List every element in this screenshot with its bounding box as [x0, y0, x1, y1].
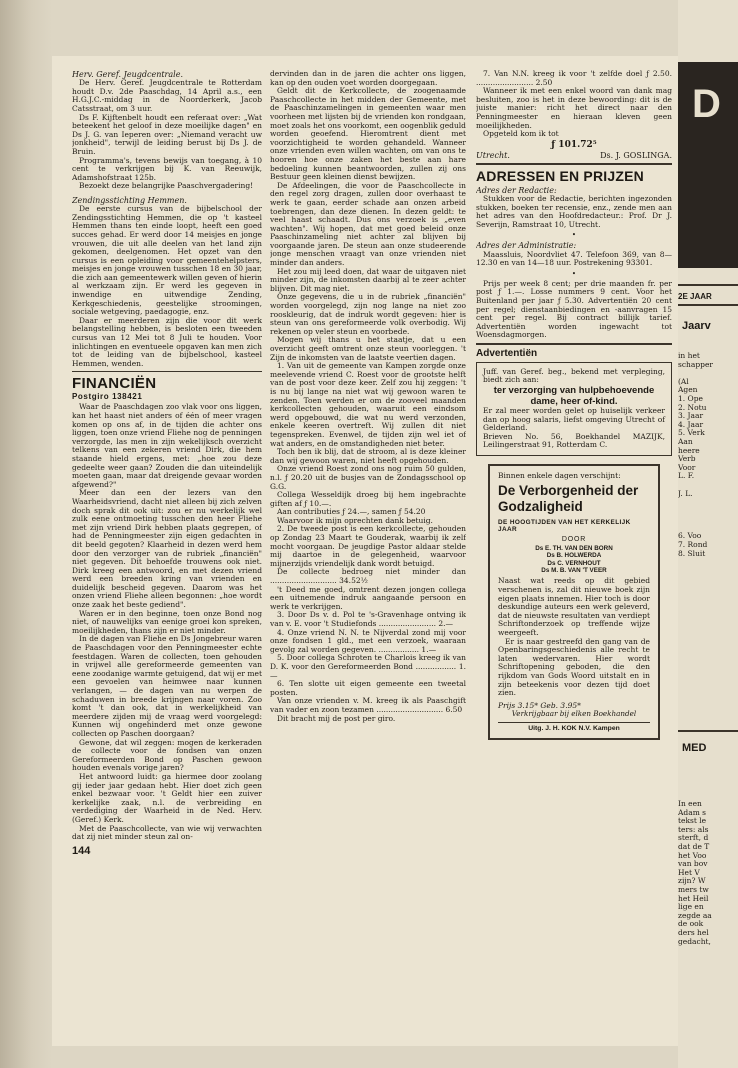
divider	[72, 371, 262, 372]
paragraph: dervinden dan in de jaren die achter ons liggen, kan op den ouden voet worden doorgegaan.	[270, 70, 466, 87]
column-1	[72, 70, 262, 1035]
text-fragment: 7. Rond	[678, 540, 708, 550]
paragraph: Van onze vrienden v. M. kreeg ik als Paaschgift van vader en zoon tezamen ............................ 6.50	[270, 696, 466, 714]
text-fragment: 2. Notu	[678, 402, 707, 412]
text-fragment	[678, 498, 713, 507]
signature-row	[476, 151, 672, 160]
section-title-financien: FINANCIËN	[72, 375, 157, 393]
text-fragment: Het V	[678, 867, 700, 877]
text-fragment: 1. Ope	[678, 393, 703, 403]
text-fragment: (Al	[678, 376, 689, 386]
divider	[678, 284, 738, 286]
separator-star: •	[571, 231, 577, 240]
paragraph: Onze vriend Roest zond ons nog ruim 50 gulden, n.l. ƒ 20.20 uit de busjes van de Zondagsschool op G.G.	[270, 464, 466, 491]
redactie-heading: Adres der Redactie:	[476, 185, 557, 195]
publisher: Uitg. J. H. KOK N.V. Kampen	[498, 722, 650, 732]
text-fragment: heere	[678, 445, 700, 455]
signature-name: Ds. J. GOSLINGA.	[600, 150, 672, 160]
paragraph: Prijs per week 8 cent; per drie maanden fr. per post ƒ 1.—. Losse nummers 9 cent. Voor het Buitenland per jaar ƒ 5.30. Advertentiën 20 cent per regel; dienstaanbiedingen en -aanvragen 15 cent per regel. Bij contract billijk tarief. Advertentiën worden ingewacht tot Woensdagmorgen.	[476, 278, 672, 340]
text-fragment: schapper	[678, 359, 713, 369]
paragraph: Aan contributies ƒ 24.—, samen ƒ 54.20	[277, 507, 426, 517]
paragraph: Mogen wij thans u het staatje, dat u een overzicht geeft omtrent onze steun voorleggen. 't Zijn de inkomsten van de laatste veertien dagen.	[270, 335, 466, 362]
advertisement-verzorging	[476, 362, 672, 456]
paragraph: Het zou mij leed doen, dat waar de uitgaven niet minder zijn, de inkomsten daarbij al te zeer achter blijven. Dit mag niet.	[270, 266, 466, 293]
section-title-jeugdcentrale: Herv. Geref. Jeugdcentrale.	[72, 70, 183, 79]
administratie-heading: Adres der Administratie:	[476, 241, 577, 251]
book-title: De Verborgenheid der Godzaligheid	[498, 482, 639, 514]
paragraph: 2. De tweede post is een kerkcollecte, gehouden op Zondag 23 Maart te Gouderak, waarbij ik zelf mocht voorgaan. De jeugdige Pastor aldaar stelde mij daartoe in de gelegenheid, waarvoor mijnerzijds vriendelijk dank wordt betuigd.	[270, 524, 466, 568]
publisher-note: Verkrijgbaar bij elken Boekhandel	[511, 708, 637, 718]
text-fragment: dat de T	[678, 841, 710, 851]
text-fragment: ters: als	[678, 824, 709, 834]
text-fragment: zegde aa	[678, 910, 712, 920]
column-3	[476, 70, 672, 1035]
ad-contact: Brieven No. 56, Boekhandel MAZIJK, Leilingerstraat 91, Rotterdam C.	[483, 431, 665, 450]
paragraph: 6. Ten slotte uit eigen gemeente een tweetal posten.	[270, 679, 466, 697]
book-subtitle: DE HOOGTIJDEN VAN HET KERKELIJK JAAR	[498, 518, 631, 534]
ad-text: Er zal meer worden gelet op huiselijk verkeer dan op hoog salaris, liefst omgeving Utrecht of Gelderland.	[483, 406, 665, 433]
text-fragment: 8. Sluit	[678, 548, 706, 558]
paragraph: Ds F. Kijftenbelt houdt een referaat over: „Wat beteekent het geloof in deze moeilijke dagen" en Ds J. G. van Ieperen over: „Niemand veracht uw jonkheid", terwijl de leiding berust bij Ds J. de Bruin.	[72, 112, 262, 156]
ad-text: Er is naar gestreefd den gang van de Openbaringsgeschiedenis alle recht te laten wedervaren. Hier wordt Schriftopening geboden, die den rijkdom van Gods Woord uitstalt en in zijn beteekenis voor dezen tijd doet zien.	[498, 636, 650, 698]
paragraph: Opgeteld kom ik tot	[483, 129, 559, 139]
paragraph: Onze gegevens, die u in de rubriek „financiën" worden voorgelegd, zijn nog lange na niet zoo rooskleurig, dat de indruk wordt gegeven: hier is steun van ons gereformeerde volk overbodig. Wij rekenen op veler steun en voorbede.	[270, 292, 466, 336]
book-author: Ds M. B. VAN 'T VEER	[541, 567, 607, 575]
column-2	[270, 70, 466, 1035]
text-fragment: gedacht,	[678, 936, 711, 946]
total-amount: ƒ 101.72⁵	[551, 139, 597, 150]
paragraph: De Afdeelingen, die voor de Paaschcollecte in den regel zorg dragen, zullen door overhaast te werk te gaan, eerder schade aan onzen arbeid toebrengen, dan deze dienen. In dezen geldt: te veel haast schaadt. Dus ons verzoek is „even wachten". Wij hopen, dat met goed beleid onze Paaschinzameling niet achter zal blijven bij voorgaande jaren. De steun aan onze studeerende jonge menschen vraagt van onze vrienden niet minder dan anders.	[270, 180, 466, 268]
ad-headline: ter verzorging van hulpbehoevende dame, heer of-kind.	[493, 385, 655, 408]
ad-intro: Binnen enkele dagen verschijnt:	[498, 471, 621, 481]
text-fragment: 6. Voo	[678, 531, 702, 541]
newspaper-page	[52, 56, 678, 1046]
paragraph: 1. Van uit de gemeente van Kampen zorgde onze meelevende vriend C. Roest voor de grootste helft van de post voor deze keer. Zelf zou hij zeggen: 't is nu bij lange na niet wat wij gewoon waren te zenden. Toen werden er om de zooveel maanden kerkcollecten gehouden, waaruit een eindsom werd opgebouwd, die wat nu werd verzonden, enkele keeren overtreft. Wij zullen dit niet tegenspreken. Evenwel, de tijden zijn wel iet of wat anders, en de omstandigheden niet beter.	[270, 361, 466, 448]
paragraph: De Herv. Geref. Jeugdcentrale te Rotterdam houdt D.v. 2de Paaschdag, 14 April a.s., een H.G.J.C.-middag in de Noorderkerk, Jacob Catsstraat, om 3 uur.	[72, 78, 262, 113]
text-fragment: zijn? W	[678, 876, 706, 886]
text-fragment: van bov	[678, 859, 708, 869]
separator-star: •	[571, 269, 577, 278]
text-fragment: Agen	[678, 385, 698, 395]
paragraph: Daar er meerderen zijn die voor dit werk belangstelling hebben, is besloten een tweeden cursus van 12 Mei tot 8 Juli te houden. Voor inlichtingen en eventueele opgaven kan men zich tot de leiding van de bijbelschool, kasteel Hemmen, wenden.	[72, 315, 262, 368]
ad-intro: Juff. van Geref. beg., bekend met verpleging, biedt zich aan:	[483, 366, 665, 385]
text-fragment: Verb	[678, 454, 696, 464]
paragraph: Bezoekt deze belangrijke Paaschvergadering!	[79, 181, 254, 191]
book-door: DOOR	[561, 535, 587, 543]
paragraph: Wanneer ik met een enkel woord van dank mag besluiten, zoo is het in deze bewoording: dit is de juiste manier: richt het direct naar den Penningmeester en hieraan kleven geen moeilijkheden.	[476, 86, 672, 130]
text-fragment: tekst le	[678, 816, 707, 826]
text-fragment	[678, 515, 713, 524]
paragraph: Maassluis, Noordvliet 47. Telefoon 369, van 8—12.30 en van 14—18 uur. Postrekening 93301.	[476, 249, 672, 268]
paragraph: Waren er in den beginne, toen onze Bond nog niet, of nauwelijks van eenige groei kon spreken, moeilijkheden, thans zijn er niet minder.	[72, 608, 262, 635]
text-fragment: lige en	[678, 902, 704, 912]
paragraph: Geldt dit de Kerkcollecte, de zoogenaamde Paaschcollecte in het midden der Gemeente, met de Paaschinzamelingen in gemeenten waar men voorheen met lijsten bij de vrienden kon rondgaan, moet zoals het ons voorkomt, een oogenblik geduld worden geoefend. Hieromtrent dient met voorzichtigheid te worden gehandeld. Wanneer onze vrienden even willen wachten, om van ons te hooren hoe onze zaken het beste aan hare bedoeling kunnen beantwoorden, zullen zij ons Bestuur geen kleinen dienst bewijzen.	[270, 86, 466, 182]
page-gutter-shadow	[0, 0, 52, 1068]
text-fragment: 4. Jaar	[678, 419, 704, 429]
paragraph: De collecte bedroeg niet minder dan ............................ 34.52½	[270, 567, 466, 586]
paragraph: Waar de Paaschdagen zoo vlak voor ons liggen, kan het haast niet anders of één of meer vragen komen op ons af, in de tijden die achter ons liggen, toen onze vriend Fliehe nog de penningen verzorgde, las men in zijn wekelijksch overzicht telkens van een zekeren vriend Dirk, die hem staande hield ergens, met: „hoe zou deze gedeelte weer gaan? Zouden die dan uiteindelijk moeten gaan, maar dat dreigende gevaar worden afgewend?"	[72, 402, 262, 489]
book-price: Prijs 3.15* Geb. 3.95*	[498, 700, 581, 710]
adjacent-page-strip	[678, 0, 738, 1068]
divider	[476, 343, 672, 345]
paragraph: Dit bracht mij de post per giro.	[277, 713, 396, 723]
paragraph: 7. Van N.N. kreeg ik voor 't zelfde doel ƒ 2.50. ........................ 2.50	[476, 70, 672, 87]
text-fragment: L. F.	[678, 471, 695, 481]
text-fragment: Aan	[678, 436, 693, 446]
advertisement-book	[488, 464, 660, 740]
book-author: Ds E. TH. VAN DEN BORN	[535, 544, 613, 552]
section-title-zendingsstichting: Zendingsstichting Hemmen.	[72, 195, 187, 205]
paragraph: Collega Wesseldijk droeg bij hem ingebrachte giften af ƒ 10.—.	[270, 490, 466, 508]
section-title-adressen: ADRESSEN EN PRIJZEN	[476, 167, 644, 184]
text-fragment: de ook	[678, 919, 704, 929]
text-fragment: in het	[678, 351, 700, 360]
ad-text: Naast wat reeds op dit gebied verschenen is, zal dit nieuwe boek zijn eigen plaats innemen. Hier toch is door deskundige auteurs een werk geleverd, dat de nieuwste resultaten van verdiept Schriftonderzoek op treffende wijze weergeeft.	[498, 576, 650, 637]
paragraph: De eerste cursus van de bijbelschool der Zendingsstichting Hemmen, die op 't kasteel Hemmen thans ten einde loopt, heeft een goed succes gehad. Er werd door 14 meisjes en jonge vrouwen, die uit alle deelen van het land zijn gekomen, deelgenomen. Het opzet van den cursus is een opleiding voor gemeentehelpsters, meisjes en jonge vrouwen tusschen 18 en 30 jaar, die zich aan gemeentewerk willen geven of hierin al werkzaam zijn. Er werd les gegeven in inwendige en uitwendige Zending, Kerkgeschiedenis, geestelijke stroomingen, sociale wetgeving, paedagogie, enz.	[72, 204, 262, 317]
book-author: Ds B. HOLWERDA	[546, 552, 602, 560]
paragraph: Meer dan een der lezers van den Waarheidsvriend, dacht niet alleen bij zich zelven doch sprak dit ook uit: zou er nu werkelijk wel zulk eene ontmoeting tusschen den heer Fliehe met zijn vriend Dirk hebben plaats gegrepen, of had de Penningmeester zijn eigen gedachten in dit beeld gegoten? Klaarheid in dezen werd hem door den verzorger van de rubriek „financiën" niet gegeven. Dit behoefde trouwens ook niet. Dirk kreeg een antwoord, en met dezen vriend werd een breeden kring van vrienden en duidelijk bescheid gegeven. Daarom was het onzen vriend Fliehe alleen begonnen: „hoe wordt onze zaak het beste gediend".	[72, 488, 262, 610]
text-fragment: mers tw	[678, 884, 709, 894]
text-fragment-block	[678, 800, 712, 946]
paragraph: 4. Onze vriend N. N. te Nijverdal zond mij voor onze fondsen 1 gld., met een verzoek, waaraan gevolg zal worden gegeven. ................. 1.—	[270, 627, 466, 654]
text-fragment-block	[678, 352, 713, 558]
divider	[678, 304, 738, 306]
text-fragment: Adam s	[678, 807, 707, 817]
jaar-strip: 2E JAAR	[678, 292, 712, 301]
page-number: 144	[72, 844, 91, 857]
paragraph: Toch ben ik blij, dat de stroom, al is deze kleiner dan wij gewoon waren, niet heeft opgehouden.	[270, 447, 466, 465]
banner-letter: D	[692, 82, 721, 126]
postgiro-number: Postgiro 138421	[72, 392, 143, 402]
advertenties-heading: Advertentiën	[476, 347, 538, 359]
text-fragment: ders hel	[678, 927, 709, 937]
paragraph: 5. Door collega Schroten te Charlois kreeg ik van D. K. voor den Gereformeerden Bond ................. 1.—	[270, 653, 466, 680]
text-fragment: het Heil	[678, 893, 709, 903]
book-author: Ds C. VERNHOUT	[547, 559, 601, 567]
text-fragment: In een	[678, 799, 702, 808]
paragraph: In de dagen van Fliehe en Ds Jongebreur waren de Paaschdagen voor den Penningmeester echte feestdagen. Waren de collecten, toen gehouden in vrijwel alle gereformeerde gemeenten van eene zoodanige warmte getuigend, dat wij er met een gevoelen van heimwee naar kunnen verlangen, — de dagen van nu werpen de schaduwen in breede krijngen naar voren. Zoo komt 't dan ook, dat in werkelijkheid van meerdere zijden mij de vraag werd voorgelegd: Kunnen wij ongehinderd met onze gewone collecten op Paschen doorgaan?	[72, 634, 262, 738]
paragraph: Waarvoor ik mijn oprechten dank betuig.	[277, 515, 433, 525]
text-fragment: J. L.	[678, 488, 693, 498]
paragraph: 3. Door Ds v. d. Pol te 's-Gravenhage ontving ik van v. E. voor 't Studiefonds ........................ 2.—	[270, 610, 466, 628]
paragraph: 't Deed me goed, omtrent dezen jongen collega een uitnemende indruk aangaande persoon en werk te verkrijgen.	[270, 584, 466, 611]
text-fragment: 3. Jaar	[678, 411, 704, 421]
text-fragment: het Voo	[678, 850, 707, 860]
paragraph: Met de Paaschcollecte, van wie wij verwachten dat zij niet minder steun zal on-	[72, 823, 262, 842]
paragraph: Programma's, tevens bewijs van toegang, à 10 cent te verkrijgen bij K. van Reeuwijk, Adamshofstraat 125b.	[72, 155, 262, 182]
paragraph: Gewone, dat wil zeggen: mogen de kerkeraden de collecte voor de fondsen van onzen Gereformeerden Bond op Paschen gewoon houden evenals vorige jaren?	[72, 737, 262, 773]
paragraph: Het antwoord luidt: ga hiermee door zoolang gij ieder jaar gedaan hebt. Hier doet zich geen enkel bezwaar voor. 't Geldt hier een zuiver kerkelijke zaak, n.l. de verbreiding en verdediging der Waarheid in de Ned. Herv. (Geref.) Kerk.	[72, 771, 262, 824]
text-fragment: sterft, d	[678, 833, 709, 843]
text-fragment	[678, 507, 713, 516]
text-fragment: 5. Verk	[678, 428, 705, 438]
text-fragment: Voor	[678, 462, 696, 472]
jaarverslag-heading: Jaarv	[682, 320, 711, 332]
signature-place: Utrecht.	[476, 150, 510, 160]
divider	[678, 730, 738, 732]
paragraph: Stukken voor de Redactie, berichten ingezonden stukken, boeken ter recensie, enz., zende men aan het adres van den Hoofdredacteur.: Prof. Dr J. Severijn, Ramstraat 10, Utrecht.	[476, 193, 672, 229]
divider	[476, 163, 672, 165]
med-heading: MED	[682, 742, 707, 754]
